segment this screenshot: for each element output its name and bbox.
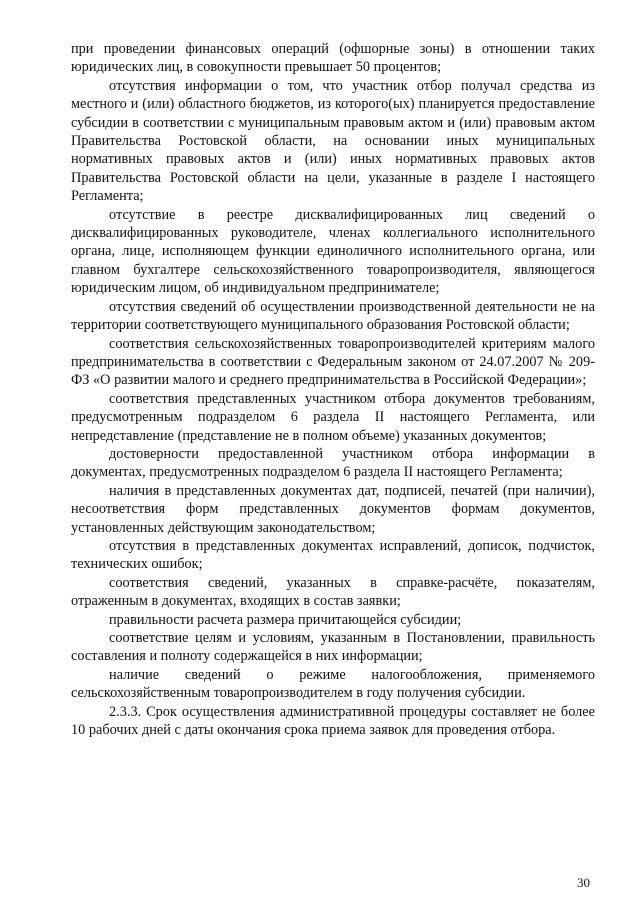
paragraph-budget-funds: отсутствия информации о том, что участник отбор получал средства из местного и (или) областного бюджетов, из которого(ых) планируется предоставление субсидии в соответствии с муниципальным правовым актом и (или) правовым актом Правительства Ростовской области, на основании иных муниципальных нормативных правовых актов и (или) иных нормативных правовых актов Правительства Ростовской области на цели, указанные в разделе I настоящего Регламента; [71,77,595,205]
paragraph-goals-conditions: соответствие целям и условиям, указанным в Постановлении, правильность составления и полноту содержащейся в них информации; [71,630,595,665]
paragraph-subsidy-calculation: правильности расчета размера причитающейся субсидии; [109,611,462,628]
paragraph-tax-regime: наличие сведений о режиме налогообложения, применяемого сельскохозяйственным товаропроизводителем в году получения субсидии. [71,666,595,702]
paragraph-territory-activity: отсутствия сведений об осуществлении производственной деятельности не на территории соответствующего муниципального образования Ростовской области; [71,298,595,334]
paragraph-disqualified-registry: отсутствие в реестре дисквалифицированных лиц сведений о дисквалифицированных руководителе, членах коллегиального исполнительного органа, лице, исполняющем функции единоличного исполнительного органа, или главном бухгалтере сельскохозяйственного товаропроизводителя, являющегося юридическим лицом, об индивидуальном предпринимателе; [71,206,595,297]
paragraph-procedure-term: 2.3.3. Срок осуществления административной процедуры составляет не более 10 рабочих дней с даты окончания срока приема заявок для проведения отбора. [71,703,595,739]
paragraph-small-business-criteria: соответствия сельскохозяйственных товаропроизводителей критериям малого предпринимательства в соответствии с Федеральным законом от 24.07.2007 № 209-ФЗ «О развитии малого и среднего предпринимательства в Российской Федерации»; [71,335,595,389]
document-body [71,40,595,739]
paragraph-corrections: отсутствия в представленных документах исправлений, дописок, подчисток, технических ошибок; [71,537,595,573]
paragraph-dates-signatures: наличия в представленных документах дат, подписей, печатей (при наличии), несоответствия форм представленных документов формам документов, установленных действующим законодательством; [71,482,595,536]
paragraph-calculation-data: соответствия сведений, указанных в справке-расчёте, показателям, отраженным в документах, входящих в состав заявки; [71,574,595,610]
page-number: 30 [577,875,590,890]
paragraph-information-reliability: достоверности предоставленной участником отбора информации в документах, предусмотренных подразделом 6 раздела II настоящего Регламента; [71,445,595,481]
paragraph-documents-compliance: соответствия представленных участником отбора документов требованиям, предусмотренным подразделом 6 раздела II настоящего Регламента, или непредставление (представление не в полном объеме) указанных документов; [71,390,595,444]
paragraph-offshore-continuation: при проведении финансовых операций (офшорные зоны) в отношении таких юридических лиц, в совокупности превышает 50 процентов; [71,41,595,76]
